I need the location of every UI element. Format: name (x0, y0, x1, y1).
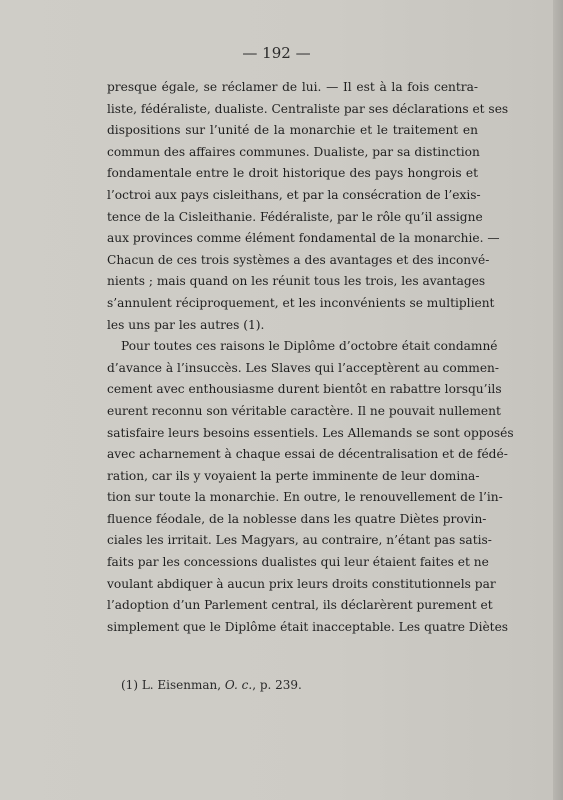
text-line: Pour toutes ces raisons le Diplôme d’octobre était condamné (121, 339, 498, 354)
text-line: presque égale, se réclamer de lui. — Il est à la fois centra- (107, 80, 478, 94)
text-line: l’octroi aux pays cisleithans, et par la consécration de l’exis- (107, 187, 481, 202)
page-edge (553, 0, 563, 800)
text-line: commun des affaires communes. Dualiste, par sa distinction (107, 144, 480, 159)
text-line: d’avance à l’insuccès. Les Slaves qui l’acceptèrent au commen- (107, 360, 499, 375)
text-line: l’adoption d’un Parlement central, ils déclarèrent purement et (107, 598, 493, 613)
text-line: satisfaire leurs besoins essentiels. Les Allemands se sont opposés (107, 425, 514, 440)
text-line: simplement que le Diplôme était inacceptable. Les quatre Diètes (107, 619, 509, 634)
text-line: eurent reconnu son véritable caractère. Il ne pouvait nullement (107, 403, 501, 418)
text-line: tion sur toute la monarchie. En outre, le renouvellement de l’in- (107, 490, 503, 505)
text-line: s’annulent réciproquement, et les inconvénients se multiplient (107, 295, 495, 310)
text-line: voulant abdiquer à aucun prix leurs droits constitutionnels par (107, 576, 496, 591)
text-line: liste, fédéraliste, dualiste. Centraliste par ses déclarations et ses (107, 101, 509, 116)
text-line: ration, car ils y voyaient la perte imminente de leur domina- (107, 468, 480, 483)
text-line: Chacun de ces trois systèmes a des avantages et des inconvé- (107, 252, 490, 267)
page-number: — 192 — (242, 44, 311, 62)
body-text (107, 77, 514, 638)
footnote-text: (1) L. Eisenman, (121, 678, 225, 692)
text-line: les uns par les autres (1). (107, 317, 265, 332)
text-line: avec acharnement à chaque essai de décentralisation et de fédé- (107, 447, 508, 462)
text-line: nients ; mais quand on les réunit tous les trois, les avantages (107, 274, 486, 289)
text-line: tence de la Cisleithanie. Fédéraliste, par le rôle qu’il assigne (107, 209, 483, 224)
text-line: fondamentale entre le droit historique des pays hongrois et (107, 166, 478, 181)
footnote-citation: O. c. (224, 678, 253, 692)
text-line: ciales les irritait. Les Magyars, au contraire, n’étant pas satis- (107, 533, 492, 548)
footnote-page-ref: , p. 239. (252, 678, 302, 692)
text-line: dispositions sur l’unité de la monarchie et le traitement en (107, 123, 478, 138)
text-line: faits par les concessions dualistes qui leur étaient faites et ne (107, 555, 489, 570)
text-line: aux provinces comme élément fondamental de la monarchie. — (107, 231, 500, 246)
text-line: fluence féodale, de la noblesse dans les quatre Diètes provin- (107, 511, 487, 526)
text-line: cement avec enthousiasme durent bientôt en rabattre lorsqu’ils (107, 382, 502, 397)
footnote (121, 678, 302, 692)
